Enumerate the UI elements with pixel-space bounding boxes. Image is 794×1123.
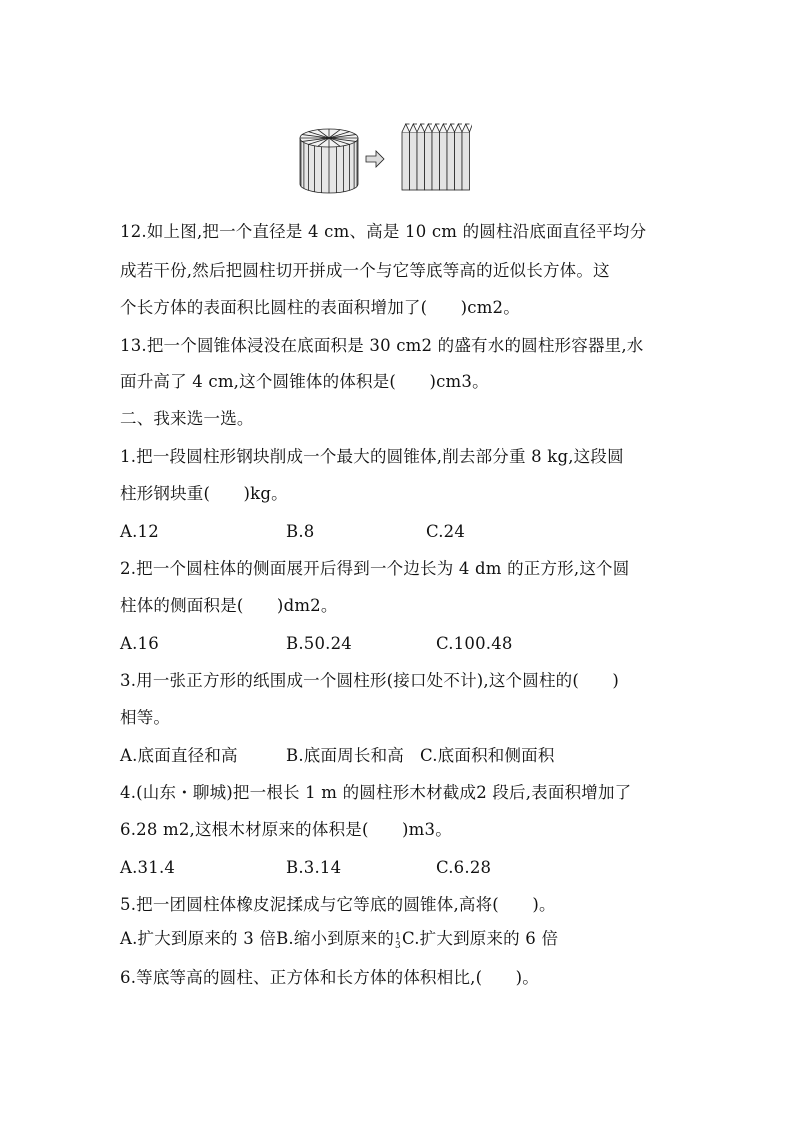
question-12-line-1: 12.如上图,把一个直径是 4 cm、高是 10 cm 的圆柱沿底面直径平均分 xyxy=(120,222,647,241)
approximate-cuboid xyxy=(402,124,472,190)
option-c[interactable]: C.扩大到原来的 6 倍 xyxy=(401,929,559,948)
option-b[interactable]: B.50.24 xyxy=(286,634,353,653)
choice-1-line-2: 柱形钢块重( )kg。 xyxy=(120,484,288,503)
option-c[interactable]: C.底面积和侧面积 xyxy=(420,746,555,765)
option-b[interactable]: B.底面周长和高 xyxy=(286,746,404,765)
cylinder-to-cuboid-figure xyxy=(296,120,472,196)
choice-3-line-1: 3.用一张正方形的纸围成一个圆柱形(接口处不计),这个圆柱的( ) xyxy=(120,671,620,690)
option-a[interactable]: A.31.4 xyxy=(120,858,176,877)
one-third-fraction xyxy=(395,933,401,951)
choice-5-line-1: 5.把一团圆柱体橡皮泥揉成与它等底的圆锥体,高将( )。 xyxy=(120,895,556,914)
option-a[interactable]: A.12 xyxy=(120,522,159,541)
section-2-heading: 二、我来选一选。 xyxy=(120,409,254,428)
option-c[interactable]: C.6.28 xyxy=(436,858,492,877)
fraction-denominator: 3 xyxy=(395,941,401,951)
choice-3-line-2: 相等。 xyxy=(120,708,171,727)
option-a[interactable]: A.扩大到原来的 3 倍 xyxy=(120,929,277,948)
choice-2-line-1: 2.把一个圆柱体的侧面展开后得到一个边长为 4 dm 的正方形,这个圆 xyxy=(120,559,630,578)
option-c[interactable]: C.100.48 xyxy=(436,634,513,653)
option-c[interactable]: C.24 xyxy=(426,522,466,541)
choice-4-line-1: 4.(山东・聊城)把一根长 1 m 的圆柱形木材截成2 段后,表面积增加了 xyxy=(120,783,632,802)
choice-5-options xyxy=(120,929,558,951)
option-b[interactable] xyxy=(276,929,402,951)
question-12-line-2: 成若干份,然后把圆柱切开拼成一个与它等底等高的近似长方体。这 xyxy=(120,261,610,280)
option-b[interactable]: B.3.14 xyxy=(286,858,342,877)
option-a[interactable]: A.16 xyxy=(120,634,159,653)
choice-6-line-1: 6.等底等高的圆柱、正方体和长方体的体积相比,( )。 xyxy=(120,968,539,987)
question-13-line-1: 13.把一个圆锥体浸没在底面积是 30 cm2 的盛有水的圆柱形容器里,水 xyxy=(120,336,644,355)
choice-1-line-1: 1.把一段圆柱形钢块削成一个最大的圆锥体,削去部分重 8 kg,这段圆 xyxy=(120,447,624,466)
choice-2-line-2: 柱体的侧面积是( )dm2。 xyxy=(120,596,338,615)
option-b[interactable]: B.8 xyxy=(286,522,315,541)
fraction-numerator: 1 xyxy=(395,932,401,942)
question-13-line-2: 面升高了 4 cm,这个圆锥体的体积是( )cm3。 xyxy=(120,372,489,391)
option-b-text: B.缩小到原来的 xyxy=(276,929,395,948)
question-12-line-3: 个长方体的表面积比圆柱的表面积增加了( )cm2。 xyxy=(120,298,520,317)
option-a[interactable]: A.底面直径和高 xyxy=(120,746,238,765)
choice-4-line-2: 6.28 m2,这根木材原来的体积是( )m3。 xyxy=(120,820,452,839)
arrow-right-icon xyxy=(366,151,384,167)
sliced-cylinder xyxy=(300,129,358,193)
